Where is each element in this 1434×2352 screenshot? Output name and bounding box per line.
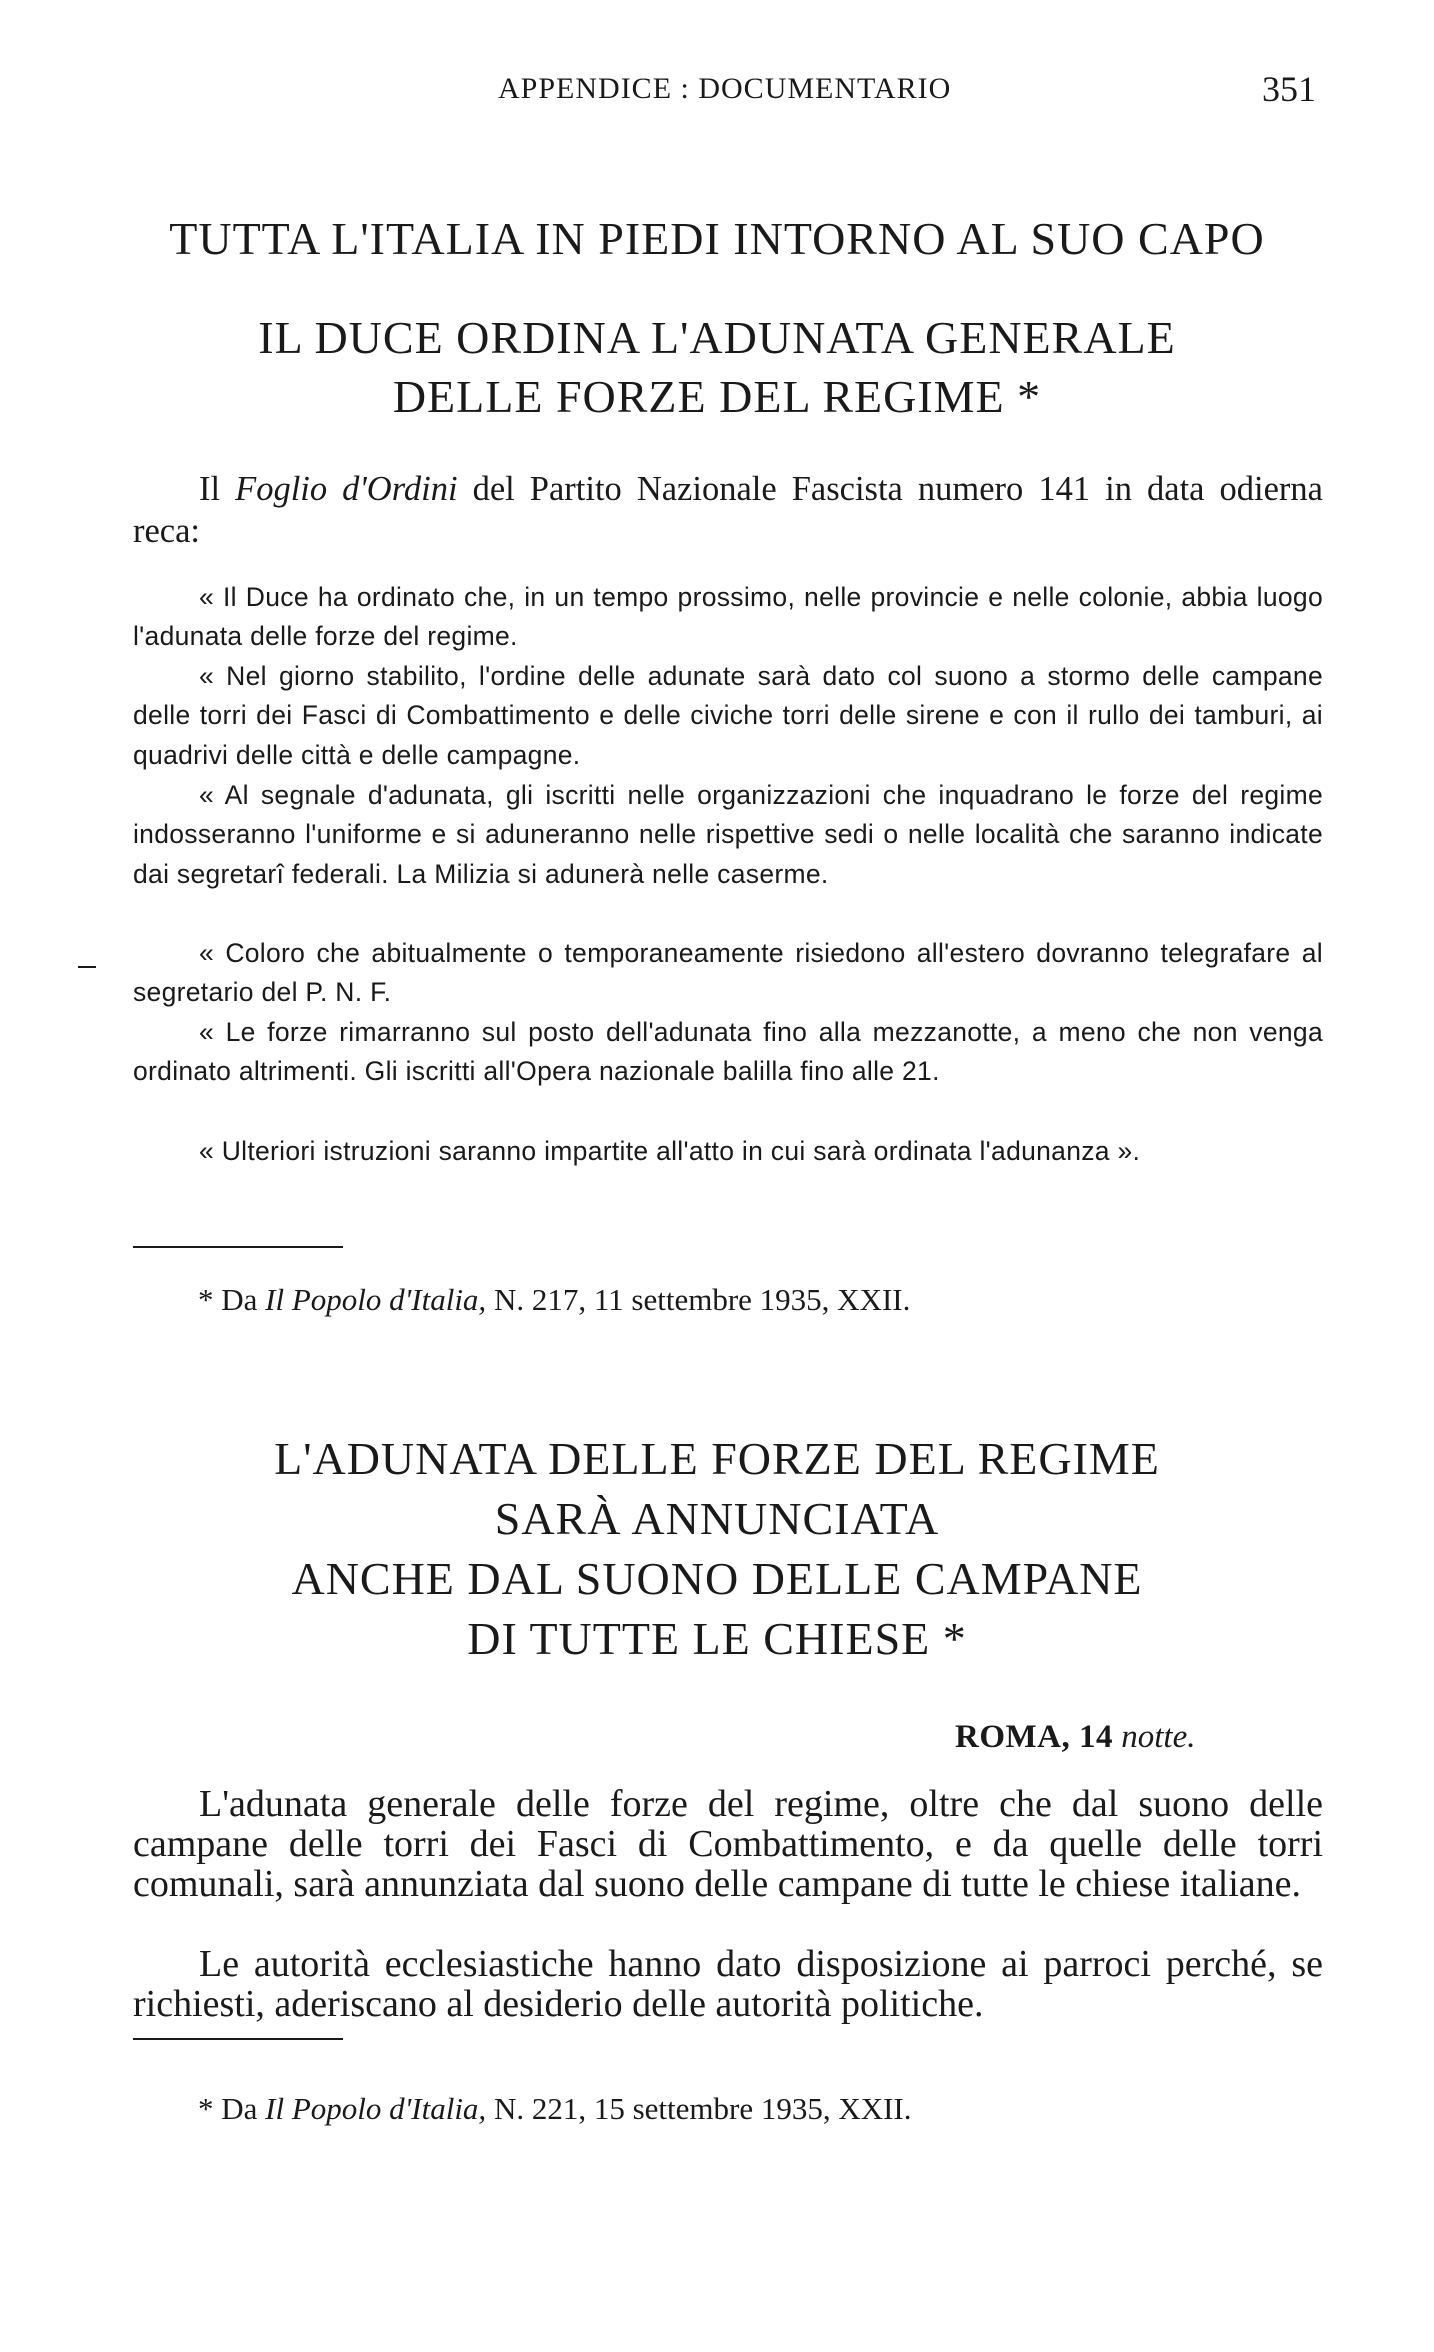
article1-footnote [198, 1282, 910, 1318]
quote-paragraph: « Nel giorno stabilito, l'ordine delle adunate sarà dato col suono a stormo delle campane delle torri dei Fasci di Combattimento e delle civiche torri delle sirene e con il rullo dei tamburi, ai quadrivi delle città e delle campagne. [133, 661, 1323, 770]
intro-prefix: Il [199, 470, 236, 508]
footnote-source: Il Popolo d'Italia, [265, 2091, 487, 2126]
dateline-city: ROMA, 14 [955, 1719, 1113, 1755]
dateline-time: notte. [1121, 1719, 1196, 1755]
dateline [955, 1719, 1195, 1756]
footnote-prefix: * Da [198, 1282, 266, 1317]
article2-title-line: L'ADUNATA DELLE FORZE DEL REGIME [274, 1433, 1160, 1484]
footnote-suffix: N. 221, 15 settembre 1935, XXII. [486, 2091, 912, 2126]
footnote-prefix: * Da [198, 2091, 266, 2126]
article1-kicker: TUTTA L'ITALIA IN PIEDI INTORNO AL SUO CAPO [169, 213, 1265, 264]
article1-title-line2: DELLE FORZE DEL REGIME * [392, 371, 1042, 422]
margin-mark [78, 966, 96, 968]
footnote-rule [133, 2038, 343, 2040]
footnote-suffix: N. 217, 11 settembre 1935, XXII. [486, 1282, 911, 1317]
article2-title-line: SARÀ ANNUNCIATA [494, 1493, 940, 1544]
article2-title-line: DI TUTTE LE CHIESE * [467, 1613, 967, 1664]
article1-title-line1: IL DUCE ORDINA L'ADUNATA GENERALE [258, 312, 1176, 363]
article2-paragraph: Le autorità ecclesiastiche hanno dato disposizione ai parroci perché, se richiesti, aderiscano al desiderio delle autorità politiche. [133, 1943, 1323, 2025]
quote-paragraph: « Il Duce ha ordinato che, in un tempo prossimo, nelle provincie e nelle colonie, abbia luogo l'adunata delle forze del regime. [133, 582, 1323, 652]
running-header-title: APPENDICE : DOCUMENTARIO [498, 72, 952, 105]
page-number: 351 [1262, 69, 1316, 109]
article2-footnote [198, 2091, 912, 2127]
footnote-rule [133, 1246, 343, 1248]
quote-paragraph: « Coloro che abitualmente o temporaneamente risiedono all'estero dovranno telegrafare al segretario del P. N. F. [133, 938, 1323, 1008]
article2-paragraph: L'adunata generale delle forze del regime, oltre che dal suono delle campane delle torri dei Fasci di Combattimento, e da quelle delle torri comunali, sarà annunziata dal suono delle campane di tutte le chiese italiane. [133, 1783, 1323, 1905]
quote-paragraph: « Al segnale d'adunata, gli iscritti nelle organizzazioni che inquadrano le forze del regime indosseranno l'uniforme e si aduneranno nelle rispettive sedi o nelle località che saranno indicate dai segretarî federali. La Milizia si adunerà nelle caserme. [133, 780, 1323, 889]
quote-paragraph: « Ulteriori istruzioni saranno impartite all'atto in cui sarà ordinata l'adunanza ». [199, 1136, 1141, 1166]
running-header [0, 68, 1434, 118]
footnote-source: Il Popolo d'Italia, [265, 1282, 487, 1317]
article1-intro [133, 468, 1323, 552]
intro-suffix: del Partito Nazionale Fascista numero 141 in data odierna reca: [133, 470, 1323, 550]
article2-title-line: ANCHE DAL SUONO DELLE CAMPANE [291, 1553, 1143, 1604]
quote-paragraph: « Le forze rimarranno sul posto dell'adunata fino alla mezzanotte, a meno che non venga ordinato altrimenti. Gli iscritti all'Opera nazionale balilla fino alle 21. [133, 1017, 1323, 1087]
foglio-dordini-title: Foglio d'Ordini [235, 470, 458, 508]
